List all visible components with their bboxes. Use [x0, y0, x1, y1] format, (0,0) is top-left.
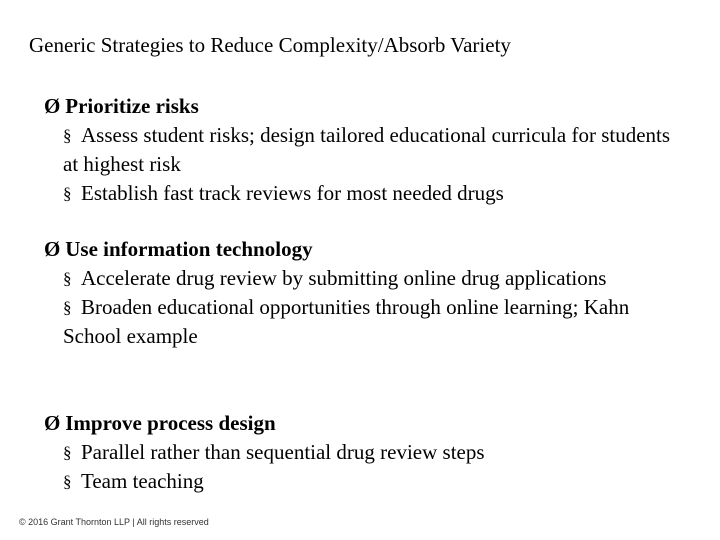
bullet-item — [44, 264, 684, 293]
section-heading — [44, 235, 684, 264]
section-heading-text: Improve process design — [65, 411, 276, 435]
bullet-item — [44, 293, 684, 351]
bullet-text: Team teaching — [81, 469, 204, 493]
section-heading-text: Use information technology — [65, 237, 313, 261]
bullet-text: Parallel rather than sequential drug review steps — [81, 440, 485, 464]
slide-title: Generic Strategies to Reduce Complexity/Absorb Variety — [29, 33, 511, 57]
square-bullet-icon: § — [63, 472, 72, 491]
copyright-footer: © 2016 Grant Thornton LLP | All rights reserved — [19, 517, 209, 527]
bullet-list — [44, 438, 684, 496]
square-bullet-icon: § — [63, 298, 72, 317]
bullet-item — [44, 121, 684, 179]
bullet-text: Establish fast track reviews for most needed drugs — [81, 181, 504, 205]
bullet-item — [44, 467, 684, 496]
bullet-text: Assess student risks; design tailored educational curricula for students at highest risk — [63, 123, 671, 176]
bullet-list — [44, 264, 684, 351]
arrowhead-bullet-icon: Ø — [44, 94, 61, 118]
section-improve-process-design — [44, 409, 684, 496]
arrowhead-bullet-icon: Ø — [44, 411, 61, 435]
square-bullet-icon: § — [63, 126, 72, 145]
bullet-item — [44, 438, 684, 467]
section-use-information-technology — [44, 235, 684, 351]
bullet-text: Accelerate drug review by submitting online drug applications — [81, 266, 607, 290]
section-heading — [44, 92, 684, 121]
bullet-list — [44, 121, 684, 208]
bullet-item — [44, 179, 684, 208]
arrowhead-bullet-icon: Ø — [44, 237, 61, 261]
section-heading — [44, 409, 684, 438]
section-prioritize-risks — [44, 92, 684, 208]
square-bullet-icon: § — [63, 184, 72, 203]
square-bullet-icon: § — [63, 443, 72, 462]
section-heading-text: Prioritize risks — [65, 94, 199, 118]
bullet-text: Broaden educational opportunities through online learning; Kahn School example — [63, 295, 630, 348]
square-bullet-icon: § — [63, 269, 72, 288]
